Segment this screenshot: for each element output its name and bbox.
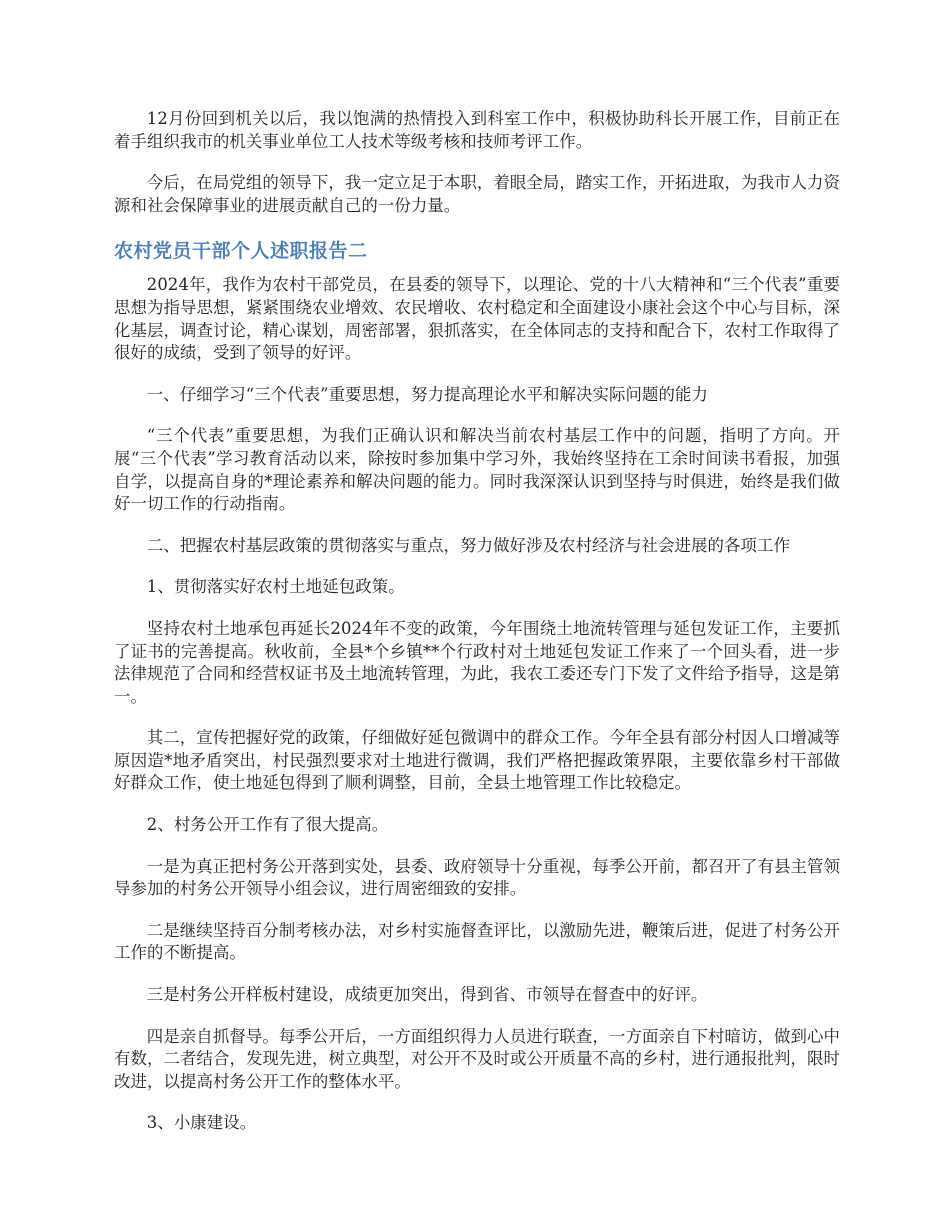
- document-page: [114, 108, 840, 1154]
- body-paragraph: 其二，宣传把握好党的政策，仔细做好延包微调中的群众工作。今年全县有部分村因人口增减等原因造*地矛盾突出，村民强烈要求对土地进行微调，我们严格把握政策界限，主要依靠乡村干部做好群众工作，使土地延包得到了顺利调整，目前，全县土地管理工作比较稳定。: [114, 728, 840, 793]
- intro-paragraph: 今后，在局党组的领导下，我一定立足于本职，着眼全局，踏实工作，开拓进取，为我市人力资源和社会保障事业的进展贡献自己的一份力量。: [114, 173, 840, 215]
- body-paragraph: 一是为真正把村务公开落到实处，县委、政府领导十分重视，每季公开前，都召开了有县主管领导参加的村务公开领导小组会议，进行周密细致的安排。: [114, 856, 840, 899]
- section-title-2: 二、把握农村基层政策的贯彻落实与重点，努力做好涉及农村经济与社会进展的各项工作: [146, 535, 790, 555]
- body-paragraph: “三个代表”重要思想，为我们正确认识和解决当前农村基层工作中的问题，指明了方向。开展“三个代表”学习教育活动以来，除按时参加集中学习外，我始终坚持在工余时间读书看报，加强自学，以提高自身的*理论素养和解决问题的能力。同时我深深认识到坚持与时俱进，始终是我们做好一切工作的行动指南。: [114, 426, 840, 514]
- body-paragraph: 三是村务公开样板村建设，成绩更加突出，得到省、市领导在督查中的好评。: [146, 985, 708, 1005]
- body-paragraph: 四是亲自抓督导。每季公开后，一方面组织得力人员进行联查，一方面亲自下村暗访，做到心中有数，二者结合，发现先进，树立典型，对公开不及时或公开质量不高的乡村，进行通报批判，限时改进，以提高村务公开工作的整体水平。: [114, 1026, 840, 1091]
- section-heading: 农村党员干部个人述职报告二: [114, 240, 368, 263]
- subsection-title-1: 1、贯彻落实好农村土地延包政策。: [146, 577, 405, 597]
- section-title-1: 一、仔细学习“三个代表”重要思想，努力提高理论水平和解决实际问题的能力: [146, 384, 708, 404]
- body-paragraph: 2024年，我作为农村干部党员，在县委的领导下，以理论、党的十八大精神和“三个代表”重要思想为指导思想，紧紧围绕农业增效、农民增收、农村稳定和全面建设小康社会这个中心与目标，深化基层，调查讨论，精心谋划，周密部署，狠抓落实，在全体同志的支持和配合下，农村工作取得了很好的成绩，受到了领导的好评。: [114, 275, 840, 363]
- body-paragraph: 坚持农村土地承包再延长2024年不变的政策，今年围绕土地流转管理与延包发证工作，主要抓了证书的完善提高。秋收前，全县*个乡镇**个行政村对土地延包发证工作来了一个回头看，进一步法律规范了合同和经营权证书及土地流转管理，为此，我农工委还专门下发了文件给予指导，这是第一。: [114, 618, 840, 706]
- subsection-title-3: 3、小康建设。: [146, 1113, 257, 1133]
- body-paragraph: 二是继续坚持百分制考核办法，对乡村实施督查评比，以激励先进，鞭策后进，促进了村务公开工作的不断提高。: [114, 920, 840, 963]
- intro-paragraph: 12月份回到机关以后，我以饱满的热情投入到科室工作中，积极协助科长开展工作，目前正在着手组织我市的机关事业单位工人技术等级考核和技师考评工作。: [114, 109, 840, 151]
- subsection-title-2: 2、村务公开工作有了很大提高。: [146, 815, 389, 835]
